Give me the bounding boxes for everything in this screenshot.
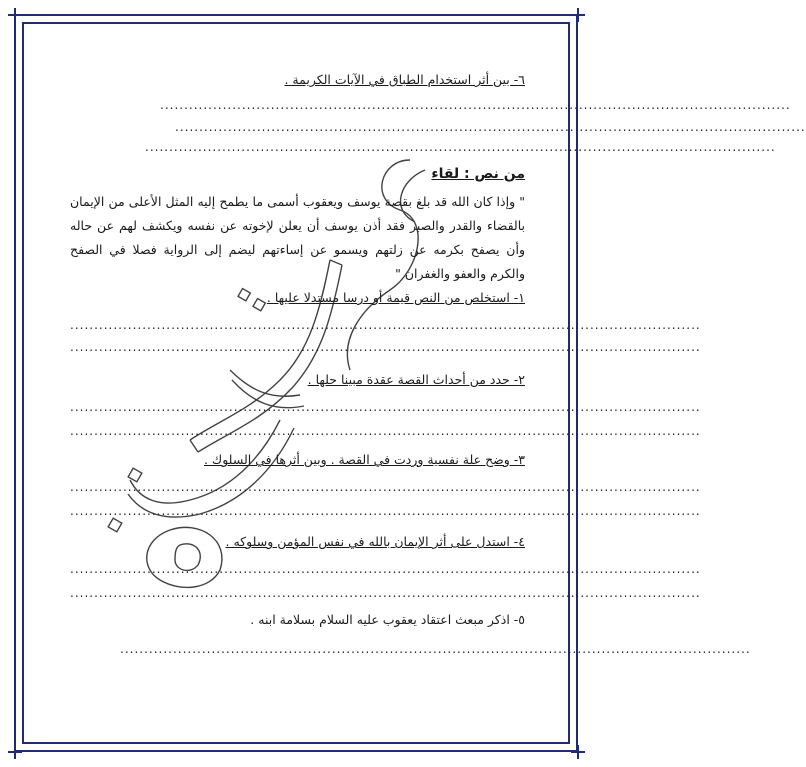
answer-line: ................................................................................................................................... [70, 400, 701, 414]
question-3: ٣- وضح علة نفسية وردت في القصة . وبين أثرها في السلوك . [203, 452, 525, 467]
answer-line: ................................................................................................................................... [70, 586, 701, 600]
corner-ornament [571, 8, 585, 22]
answer-line: ................................................................................................................................... [145, 140, 776, 154]
question-1: ١- استخلص من النص قيمة أو درسا مستدلا عليها . [266, 290, 525, 305]
section-heading: من نص : لقاء [431, 166, 525, 182]
corner-ornament [571, 745, 585, 759]
corner-ornament [8, 745, 22, 759]
question-6: ٦- بين أثر استخدام الطباق في الآيات الكريمة . [284, 72, 525, 87]
answer-line: ................................................................................................................................... [70, 504, 701, 518]
question-4: ٤- استدل على أثر الإيمان بالله في نفس المؤمن وسلوكه . [225, 534, 525, 549]
answer-line: ................................................................................................................................... [70, 562, 701, 576]
corner-ornament [8, 8, 22, 22]
question-5: ٥- اذكر مبعث اعتقاد يعقوب عليه السلام بسلامة ابنه . [250, 612, 525, 627]
answer-line: ................................................................................................................................... [70, 318, 701, 332]
answer-line: ................................................................................................................................... [70, 480, 701, 494]
question-2: ٢- حدد من أحداث القصة عقدة مبينا حلها . [307, 372, 525, 387]
passage: " وإذا كان الله قد بلغ بقصة يوسف ويعقوب أسمى ما يطمح إليه المثل الأعلى من الإيمان بالقضاء والقدر والصبر فقد أذن يوسف أن يعلن لإخوته عن نفسه ويكشف لهم عن حاله وأن يصفح بكرمه عن زلتهم ويسمو عن إساءتهم ليضم إلى الرواية فصلا في الصفح والكرم والعفو والغفران " [70, 194, 525, 281]
answer-line: ................................................................................................................................... [70, 340, 701, 354]
answer-line: ................................................................................................................................... [175, 120, 806, 134]
answer-line: ................................................................................................................................... [120, 642, 751, 656]
answer-line: ................................................................................................................................... [70, 424, 701, 438]
answer-line: ................................................................................................................................... [160, 98, 791, 112]
